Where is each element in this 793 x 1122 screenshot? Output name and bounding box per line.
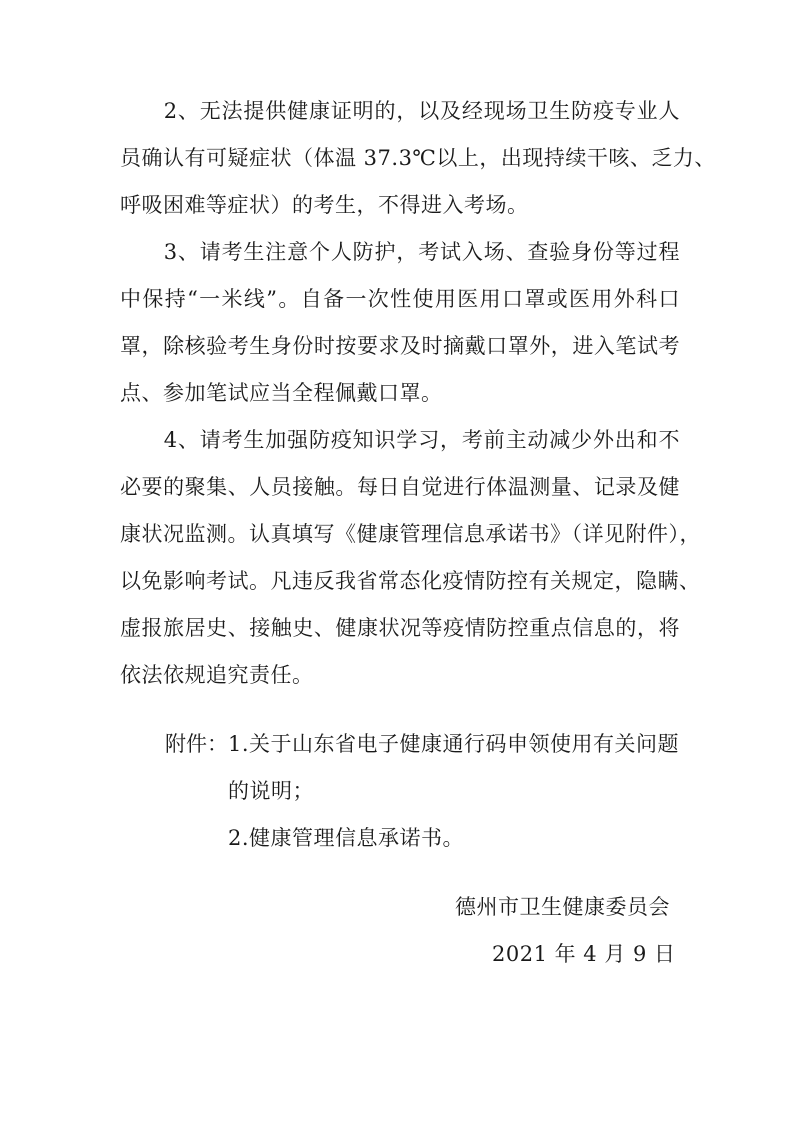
signature-organization: 德州市卫生健康委员会 (455, 895, 670, 919)
paragraph-3-line-2: 中保持“一米线”。自备一次性使用医用口罩或医用外科口 (120, 287, 680, 311)
attachment-2: 2.健康管理信息承诺书。 (228, 826, 465, 850)
paragraph-3-line-1: 3、请考生注意个人防护，考试入场、查验身份等过程 (120, 240, 680, 264)
attachment-1-line-2: 的说明； (228, 779, 314, 803)
paragraph-4-line-2: 必要的聚集、人员接触。每日自觉进行体温测量、记录及健 (120, 475, 680, 499)
paragraph-4-line-5: 虚报旅居史、接触史、健康状况等疫情防控重点信息的，将 (120, 616, 680, 640)
paragraph-2-line-3: 呼吸困难等症状）的考生，不得进入考场。 (120, 193, 529, 217)
paragraph-2-line-2: 员确认有可疑症状（体温 37.3℃以上，出现持续干咳、乏力、 (120, 146, 716, 170)
attachment-1-line-1: 1.关于山东省电子健康通行码申领使用有关问题 (228, 732, 680, 756)
paragraph-2-line-1: 2、无法提供健康证明的，以及经现场卫生防疫专业人 (120, 99, 680, 123)
paragraph-4-line-3: 康状况监测。认真填写《健康管理信息承诺书》（详见附件）， (120, 522, 701, 546)
attachments-label: 附件： (165, 732, 228, 756)
signature-date: 2021 年 4 月 9 日 (492, 942, 676, 966)
paragraph-3-line-4: 点、参加笔试应当全程佩戴口罩。 (120, 381, 443, 405)
paragraph-4-line-6: 依法依规追究责任。 (120, 663, 314, 687)
paragraph-4-line-1: 4、请考生加强防疫知识学习，考前主动减少外出和不 (120, 428, 680, 452)
paragraph-4-line-4: 以免影响考试。凡违反我省常态化疫情防控有关规定，隐瞒、 (120, 569, 701, 593)
paragraph-3-line-3: 罩，除核验考生身份时按要求及时摘戴口罩外，进入笔试考 (120, 334, 680, 358)
